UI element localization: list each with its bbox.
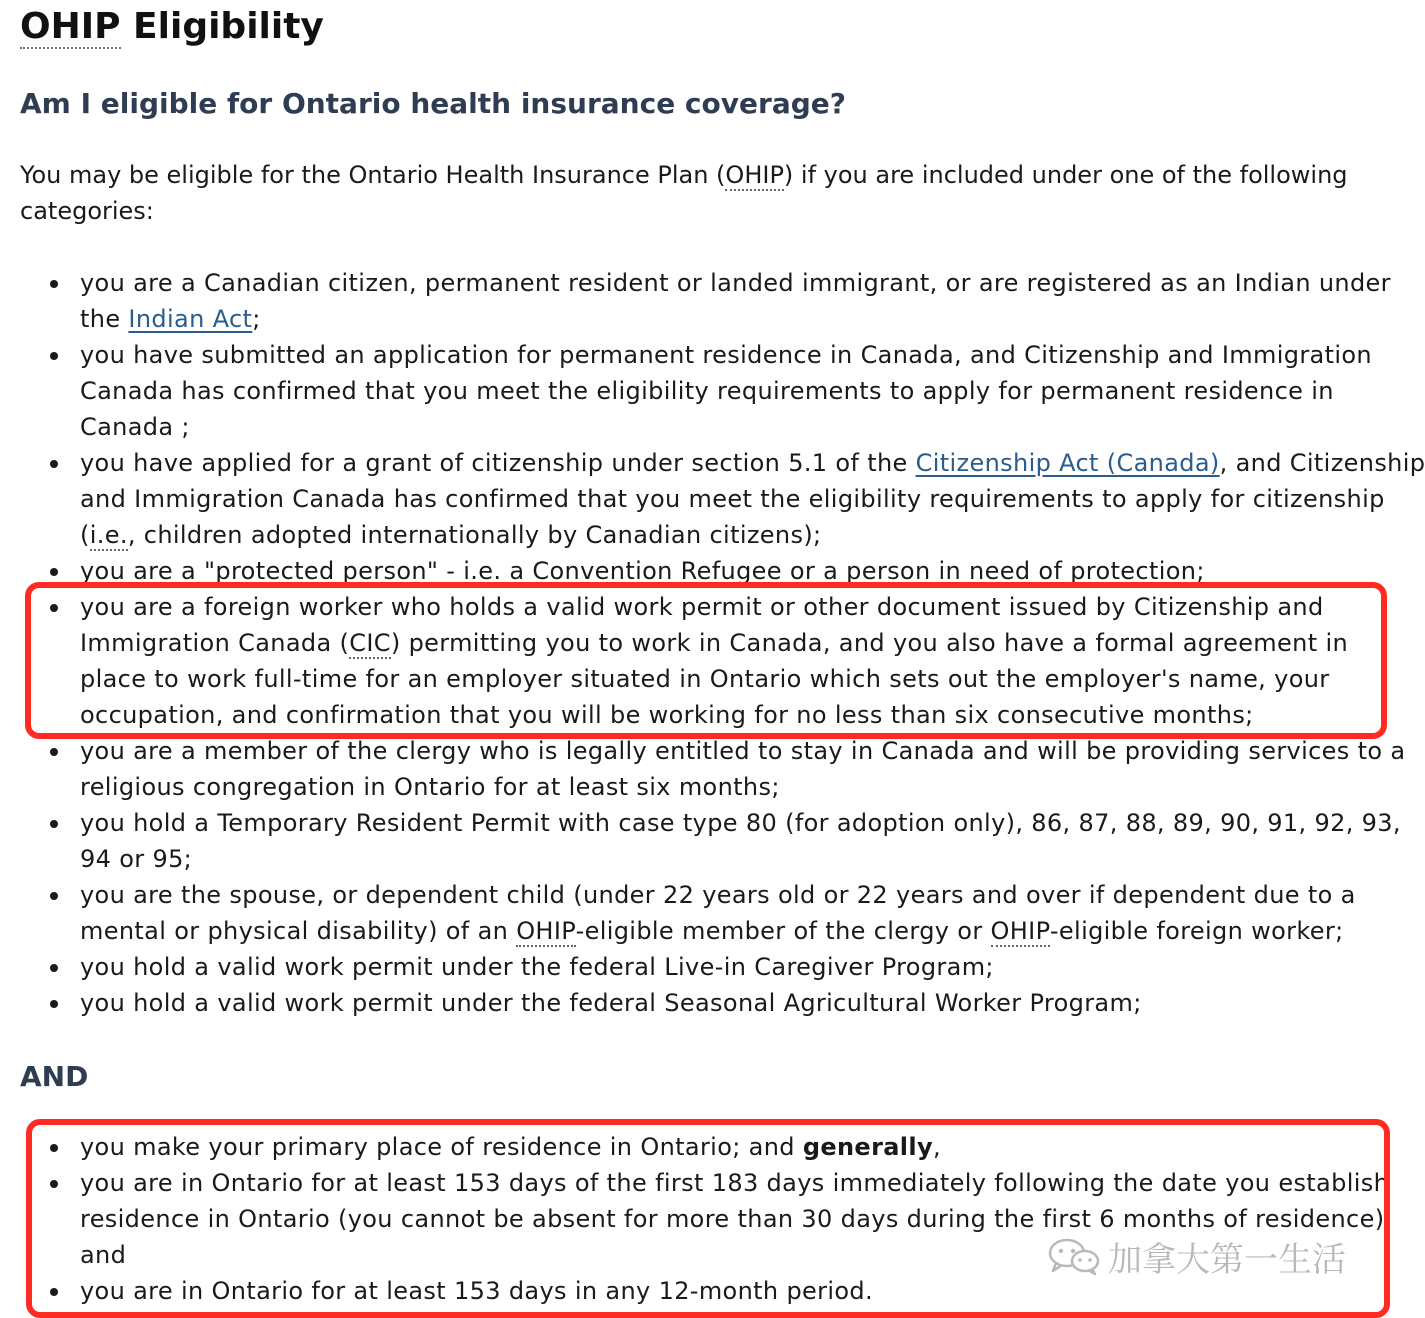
- item-text: the: [80, 305, 129, 333]
- abbr-ohip: OHIP: [516, 917, 576, 945]
- intro-abbr-ohip: OHIP: [725, 161, 784, 189]
- intro-paragraph: [20, 157, 1385, 229]
- item-line: occupation, and confirmation that you will be working for no less than six consecutive months;: [80, 701, 1254, 729]
- bullet-icon: [50, 1000, 58, 1008]
- list-item: [0, 445, 1425, 553]
- item-text: you have applied for a grant of citizenship under section 5.1 of the: [80, 449, 916, 477]
- abbr-ie: i.e.: [89, 521, 128, 549]
- item-line: you are the spouse, or dependent child (under 22 years old or 22 years and over if dependent due to a: [80, 881, 1356, 909]
- bullet-icon: [50, 460, 58, 468]
- intro-text-after: ) if you are included under one of the following: [783, 161, 1348, 189]
- bullet-icon: [50, 352, 58, 360]
- item-line: you hold a valid work permit under the federal Live-in Caregiver Program;: [80, 953, 994, 981]
- bullet-icon: [50, 748, 58, 756]
- item-line: and: [80, 1241, 127, 1269]
- item-line: you are in Ontario for at least 153 days of the first 183 days immediately following the date you establish: [80, 1169, 1390, 1197]
- eligibility-category-list: [0, 265, 1425, 1021]
- abbr-ohip: OHIP: [990, 917, 1050, 945]
- item-text: you make your primary place of residence in Ontario; and: [80, 1133, 803, 1161]
- bullet-icon: [50, 892, 58, 900]
- item-line: you have submitted an application for permanent residence in Canada, and Citizenship and Immigration: [80, 341, 1372, 369]
- watermark-text: 加拿大第一生活: [1108, 1239, 1346, 1280]
- item-text: -eligible foreign worker;: [1049, 917, 1344, 945]
- item-text: Immigration Canada (: [80, 629, 350, 657]
- item-line: [80, 1129, 1386, 1165]
- item-line: you are a member of the clergy who is legally entitled to stay in Canada and will be providing services to a: [80, 737, 1406, 765]
- item-line: Canada has confirmed that you meet the eligibility requirements to apply for permanent residence in: [80, 377, 1334, 405]
- item-text: ) permitting you to work in Canada, and you also have a formal agreement in: [390, 629, 1349, 657]
- list-item-foreign-worker: [0, 589, 1392, 733]
- list-item: [0, 985, 1392, 1021]
- item-line: Canada ;: [80, 413, 190, 441]
- item-text: , children adopted internationally by Canadian citizens);: [127, 521, 822, 549]
- item-text: , and Citizenship: [1219, 449, 1425, 477]
- bullet-icon: [50, 964, 58, 972]
- citizenship-act-link[interactable]: Citizenship Act (Canada): [915, 449, 1220, 477]
- bold-generally: generally: [802, 1133, 933, 1161]
- list-item: [0, 553, 1392, 589]
- item-text: ;: [252, 305, 261, 333]
- list-item: [0, 337, 1392, 445]
- bullet-icon: [50, 1180, 58, 1188]
- item-line: [80, 445, 1425, 481]
- item-line: you are a "protected person" - i.e. a Convention Refugee or a person in need of protection;: [80, 557, 1205, 585]
- list-item: [0, 949, 1392, 985]
- residency-requirements-list: [0, 1129, 1392, 1309]
- list-item: [0, 805, 1401, 877]
- wechat-icon: [1046, 1236, 1102, 1276]
- item-line: [80, 625, 1386, 661]
- item-line: religious congregation in Ontario for at least six months;: [80, 773, 780, 801]
- item-line: [80, 517, 1386, 553]
- item-line: place to work full-time for an employer situated in Ontario which sets out the employer's name, your: [80, 665, 1330, 693]
- item-line: 94 or 95;: [80, 845, 193, 873]
- intro-text-before: You may be eligible for the Ontario Health Insurance Plan (: [20, 161, 726, 189]
- page-title: [20, 2, 324, 52]
- item-text: (: [80, 521, 90, 549]
- bullet-icon: [50, 604, 58, 612]
- bullet-icon: [50, 568, 58, 576]
- item-line: you are a Canadian citizen, permanent resident or landed immigrant, or are registered as an Indian under: [80, 269, 1391, 297]
- item-line: you hold a valid work permit under the federal Seasonal Agricultural Worker Program;: [80, 989, 1142, 1017]
- abbr-cic: CIC: [349, 629, 391, 657]
- list-item: [0, 265, 1392, 337]
- bullet-icon: [50, 280, 58, 288]
- list-item: [0, 877, 1392, 949]
- title-abbr-ohip: OHIP: [20, 6, 121, 47]
- item-line: you hold a Temporary Resident Permit with case type 80 (for adoption only), 86, 87, 88, 89, 90, 91, 92, 93,: [80, 809, 1401, 837]
- watermark: [1046, 1236, 1346, 1280]
- indian-act-link[interactable]: Indian Act: [128, 305, 253, 333]
- bullet-icon: [50, 1144, 58, 1152]
- item-line: [80, 301, 1386, 337]
- item-text: mental or physical disability) of an: [80, 917, 517, 945]
- bullet-icon: [50, 820, 58, 828]
- title-text: Eligibility: [120, 6, 324, 47]
- item-line: and Immigration Canada has confirmed that you meet the eligibility requirements to apply for citizenship: [80, 485, 1385, 513]
- eligibility-question-heading: Am I eligible for Ontario health insurance coverage?: [20, 87, 846, 120]
- intro-line-1: [20, 157, 1385, 193]
- item-text: -eligible member of the clergy or: [575, 917, 991, 945]
- item-line: you are a foreign worker who holds a valid work permit or other document issued by Citizenship and: [80, 593, 1324, 621]
- item-line: you are in Ontario for at least 153 days in any 12-month period.: [80, 1277, 873, 1305]
- and-heading: AND: [20, 1060, 89, 1093]
- list-item: [0, 1129, 1392, 1165]
- item-line: [80, 913, 1386, 949]
- item-line: residence in Ontario (you cannot be absent for more than 30 days during the first 6 months of residence);: [80, 1205, 1393, 1233]
- item-text: ,: [932, 1133, 941, 1161]
- bullet-icon: [50, 1288, 58, 1296]
- intro-line-2: categories:: [20, 197, 154, 225]
- list-item: [0, 733, 1406, 805]
